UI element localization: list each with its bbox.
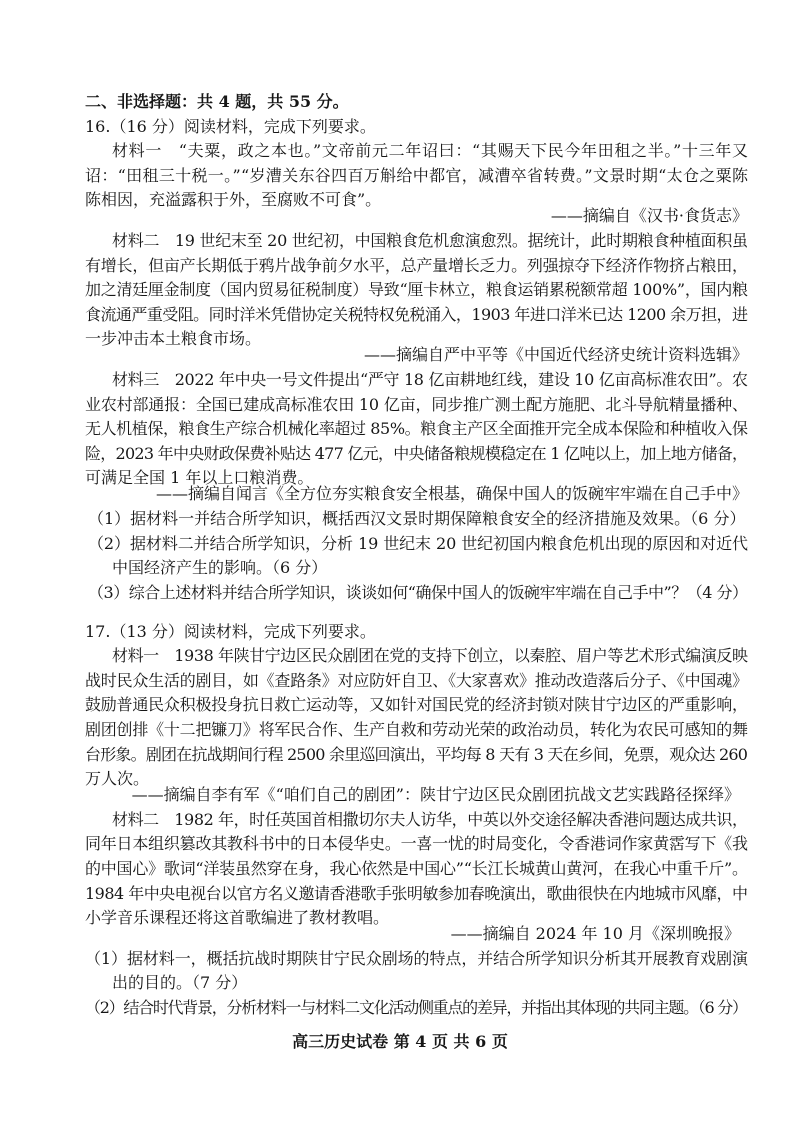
material-line: 无人机植保，粮食生产综合机械化率超过 85%。粮食主产区全面推开完全成本保险和种植收入保 bbox=[85, 419, 748, 439]
subquestion-line: （2）结合时代背景，分析材料一与材料二文化活动侧重点的差异，并指出其体现的共同主题。（6 分） bbox=[85, 997, 747, 1017]
page-footer: 高三历史试卷 第 4 页 共 6 页 bbox=[292, 1032, 508, 1051]
material-source: ——摘编自 2024 年 10 月《深圳晚报》 bbox=[450, 924, 740, 944]
question-17-stem: 17.（13 分）阅读材料，完成下列要求。 bbox=[85, 621, 376, 641]
material-line: 材料二 19 世纪末至 20 世纪初，中国粮食危机愈演愈烈。据统计，此时期粮食种植面积虽 bbox=[112, 230, 748, 250]
subquestion-line: （3）综合上述材料并结合所学知识，谈谈如何“确保中国人的饭碗牢牢端在自己手中”？（4 分） bbox=[88, 582, 748, 602]
material-source: ——摘编自李有军《“咱们自己的剧团”：陕甘宁边区民众剧团抗战文艺实践路径探绎》 bbox=[131, 785, 740, 805]
q17-subquestion-1 bbox=[85, 947, 748, 996]
material-line: 鼓励普通民众积极投身抗日救亡运动等，又如针对国民党的经济封锁对陕甘宁边区的严重影响， bbox=[85, 695, 748, 715]
material-line: 陈相因，充溢露积于外，至腐败不可食”。 bbox=[85, 190, 382, 210]
exam-page-body bbox=[85, 90, 748, 1021]
q17-material-1 bbox=[85, 644, 748, 808]
material-line: 有增长，但亩产长期低于鸦片战争前夕水平，总产量增长乏力。列强掠夺下经济作物挤占粮田， bbox=[85, 255, 748, 275]
material-line: 一步冲击本土粮食市场。 bbox=[85, 329, 262, 349]
material-line: 万人次。 bbox=[85, 769, 150, 789]
material-line: 台形象。剧团在抗战期间行程 2500 余里巡回演出，平均每 8 天有 3 天在乡间，免票，观众达 260 bbox=[85, 744, 748, 764]
question-16-stem: 16.（16 分）阅读材料，完成下列要求。 bbox=[85, 116, 376, 136]
material-line: 1984 年中央电视台以官方名义邀请香港歌手张明敏参加春晚演出，歌曲很快在内地城市风靡，中 bbox=[85, 883, 748, 903]
subquestion-line: （1）据材料一并结合所学知识，概括西汉文景时期保障粮食安全的经济措施及效果。（6 分） bbox=[88, 508, 746, 528]
material-line: 小学音乐课程还将这首歌编进了教材教唱。 bbox=[85, 908, 390, 928]
subquestion-line: 出的目的。（7 分） bbox=[112, 973, 248, 993]
q16-subquestion-2 bbox=[85, 532, 748, 581]
material-line: 诏：“田租三十税一。”“岁漕关东谷四百万斛给中都官，减漕卒省转费。”文景时期“太仓之粟陈 bbox=[85, 165, 749, 185]
material-line: 剧团创排《十二把镰刀》将军民合作、生产自救和劳动光荣的政治动员，转化为农民可感知的舞 bbox=[85, 720, 748, 740]
subquestion-line: （2）据材料二并结合所学知识，分析 19 世纪末 20 世纪初国内粮食危机出现的原因和对近代 bbox=[88, 533, 748, 553]
material-line: 同年日本组织篡改其教科书中的日本侵华史。一喜一忧的时局变化，令香港词作家黄霑写下《我 bbox=[85, 834, 748, 854]
material-line: 加之清廷厘金制度（国内贸易征税制度）导致“厘卡林立，粮食运销累税额常超 100%”，国内粮 bbox=[85, 280, 748, 300]
material-line: 的中国心》歌词“洋装虽然穿在身，我心依然是中国心”“长江长城黄山黄河，在我心中重千斤”。 bbox=[85, 859, 748, 879]
material-line: 险，2023 年中央财政保费补贴达 477 亿元，中央储备粮规模稳定在 1 亿吨以上，加上地方储备， bbox=[85, 443, 748, 463]
material-source: ——摘编自闻言《全方位夯实粮食安全根基，确保中国人的饭碗牢牢端在自己手中》 bbox=[155, 484, 748, 504]
q16-material-1 bbox=[85, 139, 748, 229]
material-source: ——摘编自严中平等《中国近代经济史统计资料选辑》 bbox=[363, 345, 748, 365]
material-source: ——摘编自《汉书·食货志》 bbox=[550, 206, 748, 226]
material-line: 材料一 1938 年陕甘宁边区民众剧团在党的支持下创立，以秦腔、眉户等艺术形式编演反映 bbox=[112, 646, 748, 666]
material-line: 材料三 2022 年中央一号文件提出“严守 18 亿亩耕地红线，建设 10 亿亩高标准农田”。农 bbox=[112, 369, 748, 389]
material-line: 食流通严重受阻。同时洋米凭借协定关税特权免税涌入，1903 年进口洋米已达 1200 余万担，进 bbox=[85, 304, 748, 324]
subquestion-line: 中国经济产生的影响。（6 分） bbox=[112, 558, 328, 578]
material-line: 战时民众生活的剧目，如《查路条》对应防奸自卫、《大家喜欢》推动改造落后分子、《中国魂》 bbox=[85, 670, 748, 690]
q17-subquestion-2 bbox=[85, 996, 748, 1021]
q16-material-3 bbox=[85, 368, 748, 507]
material-line: 可满足全国 1 年以上口粮消费。 bbox=[85, 468, 314, 488]
q16-subquestion-1 bbox=[85, 507, 748, 532]
q16-subquestion-3 bbox=[85, 581, 748, 606]
material-line: 材料二 1982 年，时任英国首相撒切尔夫人访华，中英以外交途径解决香港问题达成共识， bbox=[112, 809, 748, 829]
section-heading: 二、非选择题：共 4 题，共 55 分。 bbox=[85, 92, 349, 111]
q17-material-2 bbox=[85, 808, 748, 947]
material-line: 材料一 “夫粟，政之本也。”文帝前元二年诏曰：“其赐天下民今年田租之半。”十三年又 bbox=[112, 141, 749, 161]
subquestion-line: （1）据材料一，概括抗战时期陕甘宁民众剧场的特点，并结合所学知识分析其开展教育戏剧演 bbox=[85, 948, 748, 968]
material-line: 业农村部通报：全国已建成高标准农田 10 亿亩，同步推广测土配方施肥、北斗导航精量播种、 bbox=[85, 394, 748, 414]
q16-material-2 bbox=[85, 229, 748, 368]
